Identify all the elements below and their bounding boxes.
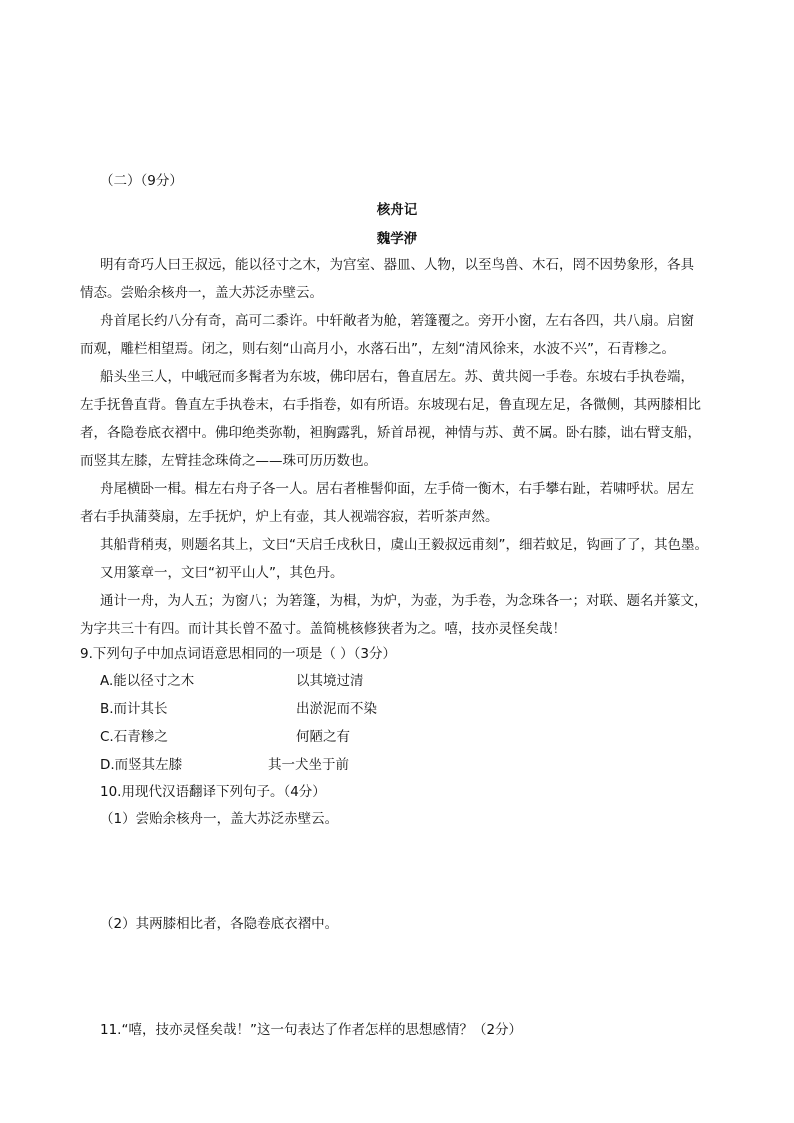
passage-line: 者，各隐卷底衣褶中。佛印绝类弥勒，袒胸露乳，矫首昂视，神情与苏、黄不属。卧右膝，诎右臂支船， — [80, 425, 701, 441]
passage-title: 核舟记 — [376, 202, 418, 218]
passage-line: 舟尾横卧一楫。楫左右舟子各一人。居右者椎髻仰面，左手倚一衡木，右手攀右趾，若啸呼状。居左 — [100, 481, 694, 497]
question-10-sub2: （2）其两膝相比者，各隐卷底衣褶中。 — [100, 916, 339, 932]
option-d-left: D.而竖其左膝 — [100, 757, 183, 773]
section-header: （二）（9分） — [100, 173, 183, 189]
passage-line: 而竖其左膝，左臂挂念珠倚之——珠可历历数也。 — [80, 453, 377, 469]
option-b-right: 出淤泥而不染 — [296, 701, 377, 717]
option-c-right: 何陋之有 — [296, 729, 350, 745]
passage-line: 其船背稍夷，则题名其上，文曰“天启壬戌秋日，虞山王毅叔远甫刻”，细若蚊足，钩画了了，其色墨。 — [100, 537, 708, 553]
question-11-stem: 11.“嘻，技亦灵怪矣哉！”这一句表达了作者怎样的思想感情？（2分） — [100, 1022, 523, 1038]
passage-line: 左手抚鲁直背。鲁直左手执卷末，右手指卷，如有所语。东坡现右足，鲁直现左足，各微侧，其两膝相比 — [80, 397, 701, 413]
option-a-left: A.能以径寸之木 — [100, 673, 195, 689]
option-b-left: B.而计其长 — [100, 701, 168, 717]
passage-line: 船头坐三人，中峨冠而多髯者为东坡，佛印居右，鲁直居左。苏、黄共阅一手卷。东坡右手执卷端， — [100, 369, 694, 385]
passage-line: 通计一舟，为人五；为窗八；为箬篷，为楫，为炉，为壶，为手卷，为念珠各一；对联、题名并篆文， — [100, 593, 708, 609]
passage-line: 而观，雕栏相望焉。闭之，则右刻“山高月小，水落石出”，左刻“清风徐来，水波不兴”，石青糁之。 — [80, 341, 675, 357]
passage-line: 舟首尾长约八分有奇，高可二黍许。中轩敞者为舱，箬篷覆之。旁开小窗，左右各四，共八扇。启窗 — [100, 313, 694, 329]
passage-author: 魏学洢 — [376, 231, 418, 247]
option-d-right: 其一犬坐于前 — [268, 757, 349, 773]
question-10-sub1: （1）尝贻余核舟一，盖大苏泛赤壁云。 — [100, 811, 339, 827]
passage-line: 又用篆章一，文曰“初平山人”，其色丹。 — [100, 565, 344, 581]
passage-line: 者右手执蒲葵扇，左手抚炉，炉上有壶，其人视端容寂，若听茶声然。 — [80, 509, 499, 525]
option-c-left: C.石青糁之 — [100, 729, 168, 745]
passage-line: 情态。尝贻余核舟一，盖大苏泛赤壁云。 — [80, 285, 323, 301]
passage-line: 明有奇巧人曰王叔远，能以径寸之木，为宫室、器皿、人物，以至鸟兽、木石，罔不因势象形，各具 — [100, 257, 694, 273]
option-a-right: 以其境过清 — [296, 673, 364, 689]
passage-line: 为字共三十有四。而计其长曾不盈寸。盖简桃核修狭者为之。嘻，技亦灵怪矣哉！ — [80, 621, 566, 637]
question-10-stem: 10.用现代汉语翻译下列句子。（4分） — [100, 784, 326, 800]
question-9-stem: 9.下列句子中加点词语意思相同的一项是（ ）（3分） — [80, 646, 397, 662]
